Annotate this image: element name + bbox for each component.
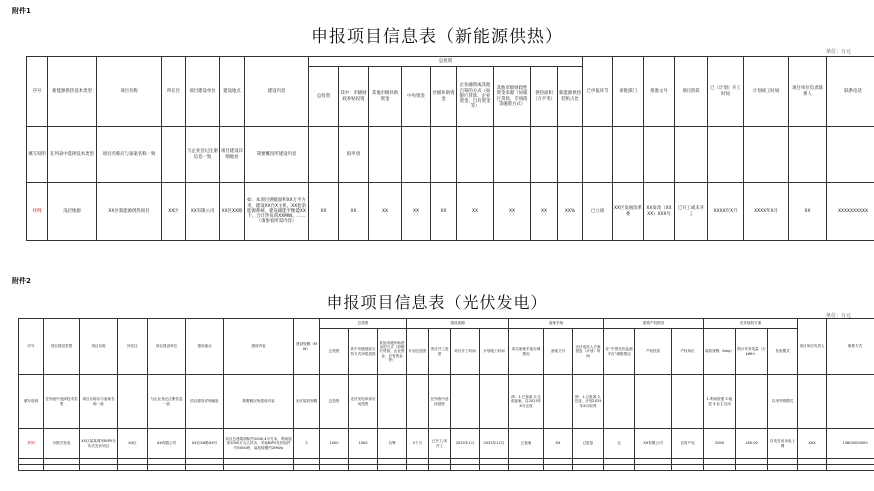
- t2-explain-cell: [736, 375, 768, 429]
- t1-explain-cell: 填写说明: [27, 127, 48, 183]
- table2-title: 申报项目信息表（光伏发电）: [326, 293, 548, 312]
- t2-empty-cell: [186, 465, 224, 471]
- t2-group-header: 建筑产权情况: [604, 319, 704, 329]
- t2-example-cell: XXX: [798, 429, 827, 459]
- t2-group-header: 光伏装机方案: [704, 319, 798, 329]
- t1-example-cell: XX: [531, 183, 558, 241]
- t1-example-row: [27, 183, 874, 241]
- t2-header-cell: 项目建设类型: [44, 319, 80, 375]
- t2-example-cell: 已批复: [573, 429, 604, 459]
- t2-example-cell: 13800000000: [827, 429, 874, 459]
- t2-explain-cell: [604, 375, 635, 429]
- t2-example-cell: XX有限公司: [148, 429, 186, 459]
- t1-example-cell: XX区XX路: [220, 183, 245, 241]
- t1-explain-cell: [494, 127, 531, 183]
- t1-header-cell: 所在区: [162, 57, 186, 127]
- t2-empty-cell: [429, 465, 451, 471]
- t2-empty-cell: [451, 465, 480, 471]
- t2-empty-cell: [798, 465, 827, 471]
- t1-header-cell: 项目单位负责联系人: [789, 57, 827, 127]
- t2-empty-cell: [827, 465, 874, 471]
- t2-group-header: 备案手续: [509, 319, 604, 329]
- t1-explain-cell: [457, 127, 494, 183]
- t2-header-cell: 计划总投资: [407, 329, 429, 375]
- t2-example-cell: 2025年1月: [451, 429, 480, 459]
- t2-explain-cell: [451, 375, 480, 429]
- attachment2-label: 附件2: [12, 277, 31, 285]
- t1-explain-cell: 拟申请: [339, 127, 369, 183]
- t2-header-cell: 总投资: [320, 329, 349, 375]
- t2-example-cell: 分散式发电: [44, 429, 80, 459]
- table1-title: 申报项目信息表（新能源供热）: [311, 27, 563, 47]
- t2-header-cell: 光伏电站入方案批复（计划）时间: [573, 329, 604, 375]
- t2-header-cell: 项目建设单位: [148, 319, 186, 375]
- t2-explain-cell: [118, 375, 148, 429]
- t1-header-cell: 区级补助资金: [431, 67, 457, 127]
- t2-empty-cell: [118, 465, 148, 471]
- t1-example-cell: XX区新能源供热项目: [97, 183, 162, 241]
- t2-empty-cell: [294, 465, 320, 471]
- t1-example-cell: XXXX年X月: [708, 183, 744, 241]
- t2-header-cell: 发电模式: [768, 329, 798, 375]
- t2-example-row: [19, 429, 874, 459]
- t2-empty-row: [19, 465, 874, 471]
- t1-explain-cell: [558, 127, 583, 183]
- t1-example-cell: XX: [431, 183, 457, 241]
- t2-header-row: [19, 319, 874, 329]
- t2-explain-cell: 简要概况所建设内容: [224, 375, 294, 429]
- t1-explain-cell: 与企业登记注册信息一致: [186, 127, 220, 183]
- t1-explain-cell: 项目建设详细地址: [220, 127, 245, 183]
- t2-empty-cell: [80, 465, 118, 471]
- table2-unit: 单位：万元: [826, 313, 852, 319]
- t2-explain-cell: [798, 375, 827, 429]
- t2-empty-cell: [349, 465, 378, 471]
- t2-example-cell: 无: [604, 429, 635, 459]
- t2-header-cell: 项目备案手续办理情况: [509, 329, 544, 375]
- t2-empty-cell: [573, 465, 604, 471]
- t1-header-cell: 项目阶段: [675, 57, 708, 127]
- table1: [26, 56, 874, 241]
- t1-explain-cell: [789, 127, 827, 183]
- t2-example-cell: 已开工/未开工: [429, 429, 451, 459]
- t1-header-cell: 其他市级补助资金: [369, 67, 402, 127]
- t2-explain-cell: 填写说明: [19, 375, 44, 429]
- t2-empty-cell: [378, 465, 407, 471]
- t1-explain-cell: [583, 127, 613, 183]
- t1-example-cell: XX: [494, 183, 531, 241]
- t2-empty-cell: [509, 465, 544, 471]
- t2-example-cell: 2个月: [407, 429, 429, 459]
- t1-header-cell: 中央资金: [402, 67, 431, 127]
- t1-example-cell: XX有限公司: [186, 183, 220, 241]
- t2-empty-cell: [480, 465, 509, 471]
- t1-example-cell: 已立项: [583, 183, 613, 241]
- t2-header-cell: 产权性质: [635, 329, 672, 375]
- table2: [18, 318, 874, 471]
- t1-header-cell: 批准文号: [644, 57, 675, 127]
- t2-example-cell: 自有产权: [672, 429, 704, 459]
- t1-example-cell: XX发改（XXXX）XXX号: [644, 183, 675, 241]
- t2-explain-cell: 光伏发电单体应用投资: [349, 375, 378, 429]
- t1-explain-cell: 简要概况所建设内容: [245, 127, 309, 183]
- t2-header-cell: 联系方式: [827, 319, 874, 375]
- t1-header-cell: 序号: [27, 57, 48, 127]
- t1-header-cell: 企业融资或其他自筹的方式（如银行贷款、企业资金、自有资金等）: [457, 67, 494, 127]
- t1-header-row: [27, 57, 874, 67]
- t1-header-cell: 审批部门: [613, 57, 644, 127]
- t1-explain-cell: [531, 127, 558, 183]
- t1-explain-cell: [675, 127, 708, 183]
- t2-example-cell: 样例: [19, 429, 44, 459]
- t2-explain-cell: [407, 375, 429, 429]
- t2-example-cell: 2: [294, 429, 320, 459]
- t1-example-cell: XX: [369, 183, 402, 241]
- t2-example-cell: 自发自用余电上网: [768, 429, 798, 459]
- t2-empty-cell: [544, 465, 573, 471]
- t2-empty-cell: [19, 465, 44, 471]
- t2-empty-cell: [768, 465, 798, 471]
- t1-header-cell: 计划竣工时间: [744, 57, 789, 127]
- t1-header-cell: 其他市级财政性资金来源（如银行贷款、专项债等融资方式）: [494, 67, 531, 127]
- t1-example-cell: 浅层地源: [48, 183, 97, 241]
- t1-explain-cell: [644, 127, 675, 183]
- t1-explain-cell: 在列表中选择技术类型: [48, 127, 97, 183]
- t2-header-cell: 项目开工时间: [451, 329, 480, 375]
- t1-example-cell: XX: [789, 183, 827, 241]
- t2-explain-cell: 例：1.已备案 2.完成备案，自2025年X月完成: [509, 375, 544, 429]
- t2-group-header: 总投资: [320, 319, 407, 329]
- t2-example-cell: 180.00: [736, 429, 768, 459]
- t2-header-cell: 其他市级补助资金的方式（如银行贷款、企业资金、自有资金等）: [378, 329, 407, 375]
- t2-header-cell: 其中市级财政支持方式申报投资: [349, 329, 378, 375]
- t2-example-cell: XX区XX路XX号: [186, 429, 224, 459]
- t2-header-cell: 建设地点: [186, 319, 224, 375]
- t2-header-cell: 建设规模（MW）: [294, 319, 320, 375]
- t2-explain-cell: [480, 375, 509, 429]
- t1-example-cell: XX: [457, 183, 494, 241]
- t1-explain-cell: [431, 127, 457, 183]
- t2-explain-cell: 项目建设详细地址: [186, 375, 224, 429]
- t1-example-cell: XX: [402, 183, 431, 241]
- t2-explain-cell: 与企业登记注册信息一致: [148, 375, 186, 429]
- t2-example-cell: 2000: [704, 429, 736, 459]
- t2-example-cell: 项目总建筑面积约2000,4平方米，利用屋顶1000万元人民币，安装BIPV光伏组件约5000块，装机规模约2MWp: [224, 429, 294, 459]
- t1-explain-row: [27, 127, 874, 183]
- t2-example-cell: 已备案: [509, 429, 544, 459]
- t2-example-cell: XX有限公司: [635, 429, 672, 459]
- t2-header-cell: 所在区: [118, 319, 148, 375]
- t1-explain-cell: [369, 127, 402, 183]
- t1-explain-cell: 项目名称应与备案名称一致: [97, 127, 162, 183]
- t2-empty-cell: [44, 465, 80, 471]
- t2-empty-cell: [148, 465, 186, 471]
- t2-header-cell: 产权单位: [672, 329, 704, 375]
- t1-explain-cell: [708, 127, 744, 183]
- t1-header-cell: 建设地点: [220, 57, 245, 127]
- t1-explain-cell: [309, 127, 339, 183]
- t2-example-cell: 1000: [349, 429, 378, 459]
- t1-header-cell: 新能源供热技术类型: [48, 57, 97, 127]
- t1-example-cell: XXXX年X月: [744, 183, 789, 241]
- t1-explain-cell: [744, 127, 789, 183]
- t1-example-cell: XX%: [558, 183, 583, 241]
- t1-example-cell: XX区发展改革委: [613, 183, 644, 241]
- t1-header-cell: 项目名称: [97, 57, 162, 127]
- t2-explain-cell: 总投资: [320, 375, 349, 429]
- t2-example-cell: 1000: [320, 429, 349, 459]
- t2-empty-cell: [704, 465, 736, 471]
- t1-header-cell: 总投资: [309, 67, 339, 127]
- t2-empty-cell: [604, 465, 635, 471]
- t2-empty-cell: [635, 465, 672, 471]
- t2-header-cell: 建设内容: [224, 319, 294, 375]
- t1-group-header: 总投资: [309, 57, 583, 67]
- t2-header-cell: 在“中国光伏监测平台”填报情况: [604, 329, 635, 375]
- t2-header-cell: 装机规模（kwp）: [704, 329, 736, 375]
- t2-explain-cell: 自用并网模式: [768, 375, 798, 429]
- t2-explain-cell: [378, 375, 407, 429]
- t2-explain-cell: 在列表中选择进度: [429, 375, 451, 429]
- t1-header-cell: 已申报环节: [583, 57, 613, 127]
- t1-explain-cell: [827, 127, 874, 183]
- t1-explain-cell: [402, 127, 431, 183]
- t1-header-cell: 其中：市级财政补贴投资: [339, 67, 369, 127]
- t2-empty-cell: [672, 465, 704, 471]
- t2-empty-cell: [407, 465, 429, 471]
- t2-explain-cell: 项目名称应与备案名称一致: [80, 375, 118, 429]
- t1-header-cell: 项目建设单位: [186, 57, 220, 127]
- t1-example-cell: XX区: [162, 183, 186, 241]
- t2-empty-cell: [320, 465, 349, 471]
- t2-header-cell: 预计年发电量（万kWh）: [736, 329, 768, 375]
- t1-header-cell: 已（计划）开工时间: [708, 57, 744, 127]
- attachment1-label: 附件1: [12, 7, 31, 15]
- t2-header-cell: 项目名称: [80, 319, 118, 375]
- t1-example-cell: XX: [309, 183, 339, 241]
- t2-explain-row: [19, 375, 874, 429]
- t2-example-cell: 自筹: [378, 429, 407, 459]
- t2-example-cell: XX区: [118, 429, 148, 459]
- t1-header-cell: 供热面积（万平米）: [531, 67, 558, 127]
- t2-header-cell: 计划竣工时间: [480, 329, 509, 375]
- t2-explain-cell: 例：1.已批准 2.完成，计划2025年X月取得: [573, 375, 604, 429]
- t1-example-cell: XX: [339, 183, 369, 241]
- t1-explain-cell: [162, 127, 186, 183]
- t1-header-cell: 建设内容: [245, 57, 309, 127]
- t2-header-cell: 备案文号: [544, 329, 573, 375]
- t2-explain-cell: [544, 375, 573, 429]
- t1-example-cell: XXXXXXXXXX: [827, 183, 874, 241]
- t1-example-cell: 已开工或未开工: [675, 183, 708, 241]
- t2-example-cell: XX区某某城市BIPV分布式光伏项目: [80, 429, 118, 459]
- t2-explain-cell: [672, 375, 704, 429]
- t2-example-cell: 2025年12月: [480, 429, 509, 459]
- t2-header-cell: 项目开工进度: [429, 329, 451, 375]
- t2-explain-cell: 光伏装机规模: [294, 375, 320, 429]
- t2-empty-cell: [736, 465, 768, 471]
- t2-explain-cell: 在列表中选择技术类型: [44, 375, 80, 429]
- t1-header-cell: 新能源供热装机占比: [558, 67, 583, 127]
- table1-unit: 单位：万元: [826, 49, 852, 55]
- t2-header-cell: 序号: [19, 319, 44, 375]
- t1-example-cell: 样例: [27, 183, 48, 241]
- t1-header-cell: 联系电话: [827, 57, 874, 127]
- t2-explain-cell: [827, 375, 874, 429]
- t1-example-cell: 如：本项目供暖面积XX万平方米，建设XX台X主机、XX套余能源系统，建设储能平衡能XX个，合计热负荷XXMW。……（请参看所需内容）: [245, 183, 309, 241]
- t2-group-header: 建设周期: [407, 319, 509, 329]
- t2-explain-cell: [635, 375, 672, 429]
- t2-header-cell: 项目单位负责人: [798, 319, 827, 375]
- t2-empty-cell: [224, 465, 294, 471]
- t2-explain-cell: 1.利用资建 2.租赁 3.业主自用: [704, 375, 736, 429]
- t2-example-cell: XX: [544, 429, 573, 459]
- t1-explain-cell: [613, 127, 644, 183]
